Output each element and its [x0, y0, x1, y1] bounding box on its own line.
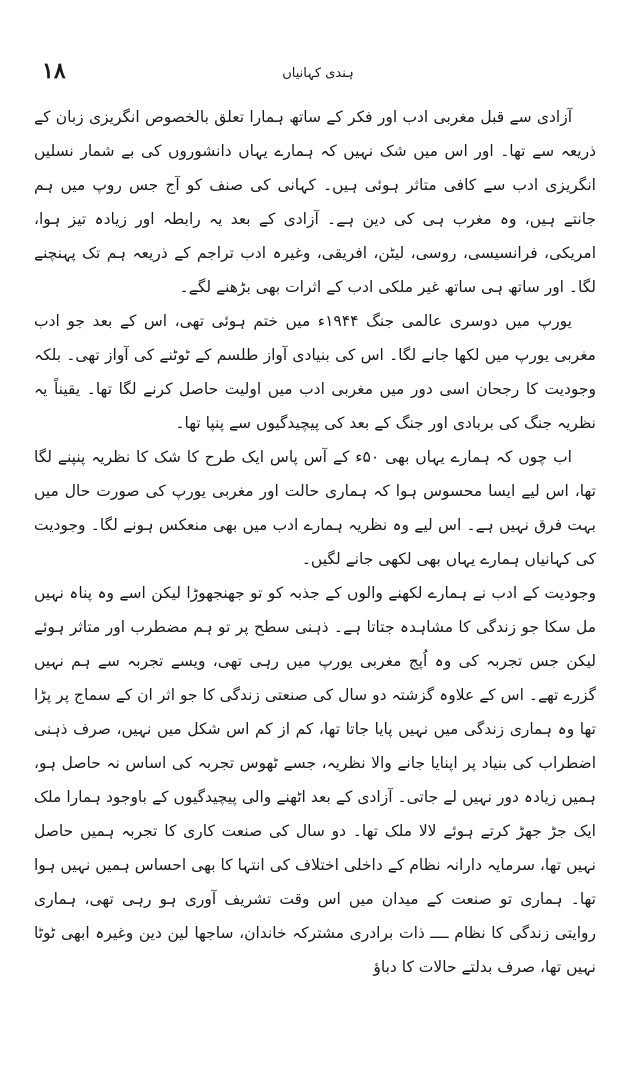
- paragraph-1: آزادی سے قبل مغربی ادب اور فکر کے ساتھ ہمارا تعلق بالخصوص انگریزی زبان کے ذریعہ سے تھا۔ اور اس میں شک نہیں کہ ہمارے یہاں دانشوروں کی بے شمار نسلیں انگریزی ادب سے کافی متاثر ہوئی ہیں۔ کہانی کی صنف کو آج جس روپ میں ہم جانتے ہیں، وہ مغرب ہی کی دین ہے۔ آزادی کے بعد یہ رابطہ اور زیادہ تیز ہوا، امریکی، فرانسیسی، روسی، لیٹن، افریقی، وغیرہ ادب تراجم کے ذریعہ ہم تک پہنچنے لگا۔ اور ساتھ ہی ساتھ غیر ملکی ادب کے اثرات بھی بڑھنے لگے۔: [34, 108, 596, 296]
- paragraph-4: وجودیت کے ادب نے ہمارے لکھنے والوں کے جذبہ کو تو جھنجھوڑا لیکن اسے وہ پناہ نہیں مل سکا جو زندگی کا مشاہدہ جتاتا ہے۔ ذہنی سطح پر تو ہم مضطرب اور متاثر ہوئے لیکن جس تجربہ کی وہ اُپج مغربی یورپ میں رہی تھی، ویسے تجربہ سے ہم نہیں گزرے تھے۔ اس کے علاوہ گزشتہ دو سال کی صنعتی زندگی کا جو اثر ان کے سماج پر پڑا تھا وہ ہماری زندگی میں نہیں پایا جاتا تھا، کم از کم اس شکل میں نہیں، صرف ذہنی اضطراب کی بنیاد پر اپنایا جانے والا نظریہ، جسے ٹھوس تجربہ کی اساس نہ حاصل ہو، ہمیں زیادہ دور نہیں لے جاتی۔ آزادی کے بعد اٹھنے والی پیچیدگیوں کے باوجود ہمارا ملک ایک جڑ جھڑ کرتے ہوئے لالا ملک تھا۔ دو سال کی صنعت کاری کا تجربہ ہمیں حاصل نہیں تھا، سرمایہ دارانہ نظام کے داخلی اختلاف کی انتہا کا بھی احساس ہمیں نہیں ہوا تھا۔ ہماری تو صنعت کے میدان میں اس وقت تشریف آوری ہو رہی تھی، ہماری روایتی زندگی کا نظام ــــ ذات برادری مشترکہ خاندان، ساجھا لین دین وغیرہ ابھی ٹوٹا نہیں تھا، صرف بدلتے حالات کا دباؤ: [34, 584, 596, 976]
- body-text: [34, 100, 596, 984]
- page-number: ١٨: [42, 58, 66, 84]
- paragraph-3: اب چوں کہ ہمارے یہاں بھی ۵۰ء کے آس پاس ایک طرح کا شک کا نظریہ پنپنے لگا تھا، اس لیے ایسا محسوس ہوا کہ ہماری حالت اور مغربی یورپ کی صورت حال میں بہت فرق نہیں ہے۔ اس لیے وہ نظریہ ہمارے ادب میں بھی منعکس ہونے لگا۔ وجودیت کی کہانیاں ہمارے یہاں بھی لکھی جانے لگیں۔: [34, 448, 596, 568]
- paragraph-2: یورپ میں دوسری عالمی جنگ ۱۹۴۴ء میں ختم ہوئی تھی، اس کے بعد جو ادب مغربی یورپ میں لکھا جانے لگا۔ اس کی بنیادی آواز طلسم کے ٹوٹنے کی آواز تھی۔ بلکہ وجودیت کا رجحان اسی دور میں مغربی ادب میں اولیت حاصل کرنے لگا تھا۔ یقیناً یہ نظریہ جنگ کی بربادی اور جنگ کے بعد کی پیچیدگیوں سے پنپا تھا۔: [34, 312, 596, 432]
- page-header: [0, 58, 636, 92]
- running-title: ہندی کہانیاں: [282, 66, 354, 81]
